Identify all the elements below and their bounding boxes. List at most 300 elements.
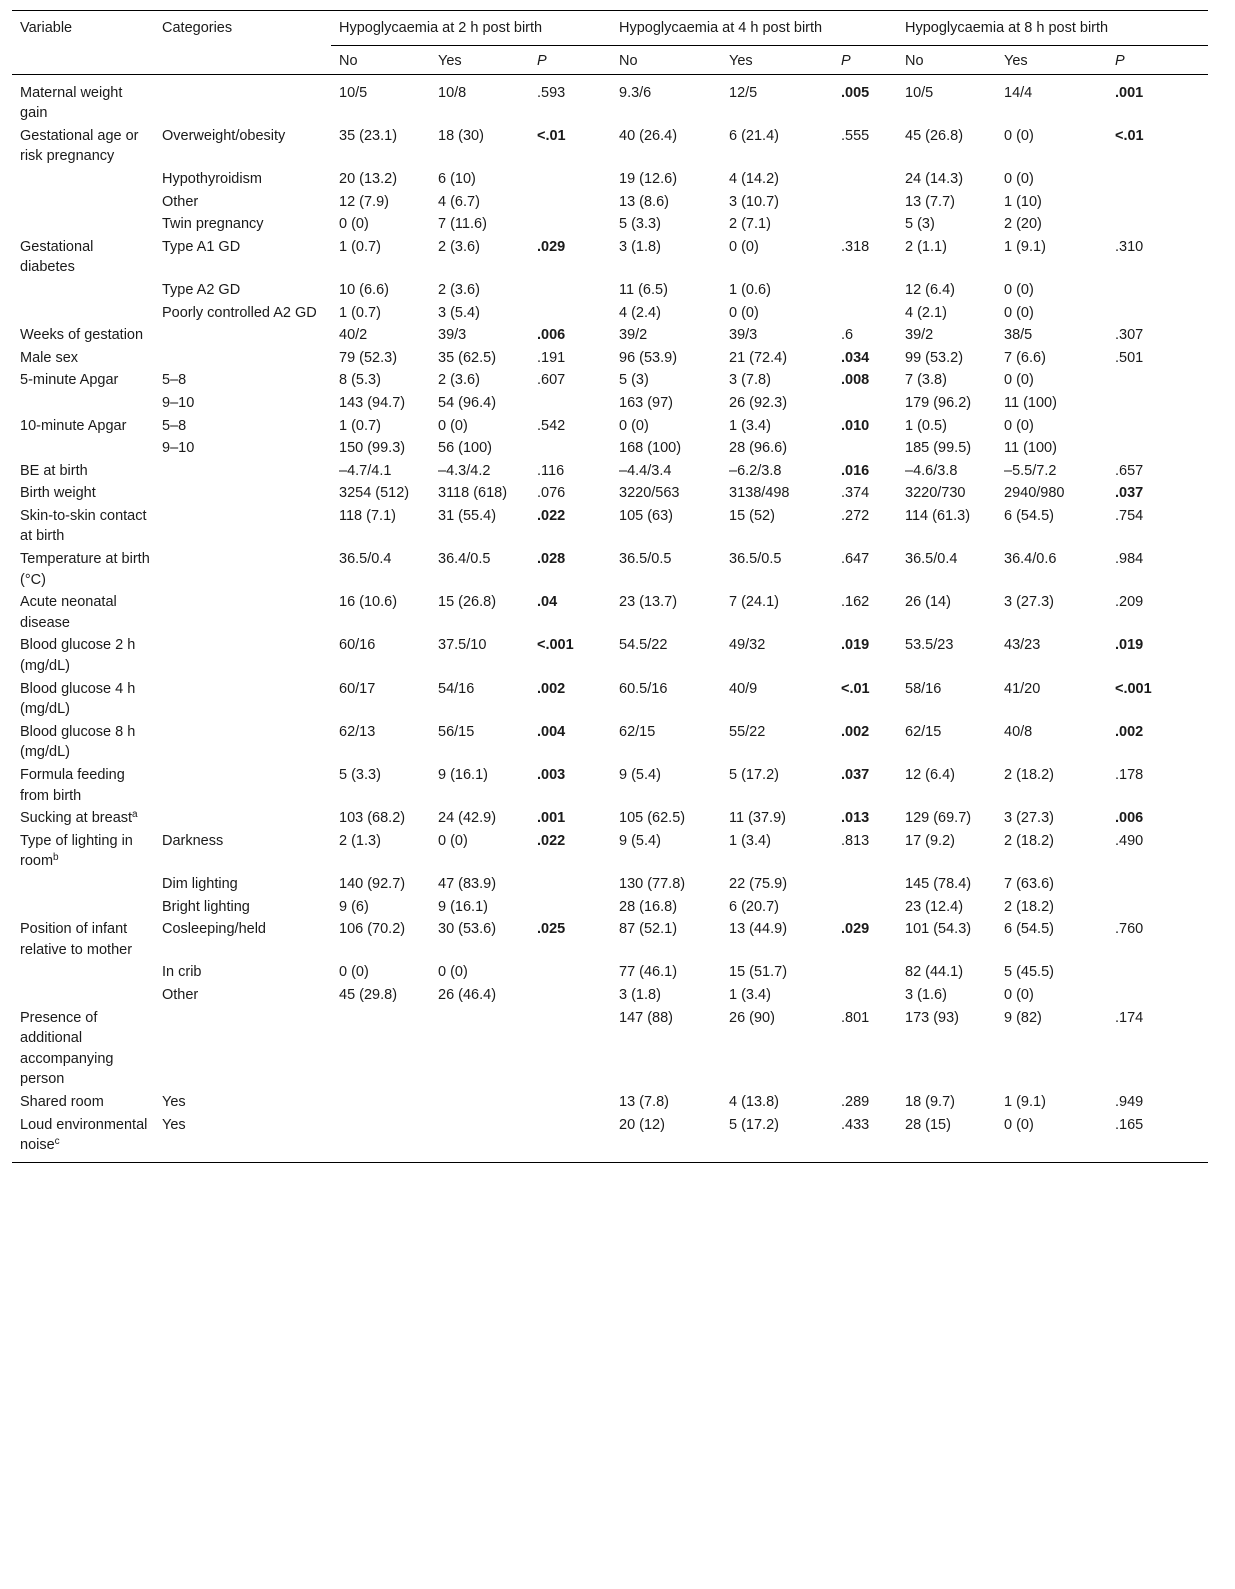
cell-no-2h: 106 (70.2) [339, 921, 406, 938]
cell-variable [12, 919, 154, 962]
cell-no-4h: 9.3/6 [619, 84, 652, 101]
table-row [12, 416, 1208, 439]
cell-p-2h: .542 [537, 417, 566, 434]
cell-p-4h: .433 [841, 1116, 870, 1133]
cell-p-8h [1107, 214, 1208, 237]
cell-yes-8h: 6 (54.5) [1004, 921, 1054, 938]
variable-text: Skin-to-skin contact at birth [20, 507, 147, 545]
cell-yes-4h: 15 (51.7) [729, 964, 788, 981]
table-row [12, 722, 1208, 765]
cell-yes-2h: 54/16 [438, 680, 475, 697]
table-row [12, 765, 1208, 808]
cell-p-8h: <.001 [1115, 680, 1152, 697]
cell-yes-4h: 3138/498 [729, 485, 790, 502]
cell-no-4h: 20 (12) [619, 1116, 665, 1133]
table-row [12, 592, 1208, 635]
cell-yes-2h: 6 (10) [438, 170, 476, 187]
cell-category: In crib [162, 964, 202, 981]
header-yes-4h: Yes [721, 45, 833, 74]
cell-yes-4h: 15 (52) [729, 507, 775, 524]
cell-p-2h [529, 1008, 611, 1092]
cell-no-8h: 12 (6.4) [905, 767, 955, 783]
variable-text: Presence of additional accompanying person [20, 1009, 114, 1088]
cell-variable [12, 438, 154, 461]
cell-no-2h: 60/17 [339, 680, 376, 697]
cell-p-4h: .034 [841, 349, 870, 366]
cell-p-8h: .174 [1115, 1009, 1144, 1026]
cell-variable [12, 461, 154, 484]
cell-no-4h: 62/15 [619, 723, 656, 740]
cell-p-8h [1107, 192, 1208, 215]
cell-p-4h: <.01 [841, 680, 870, 697]
cell-p-8h: .001 [1115, 84, 1144, 101]
cell-yes-2h: 9 (16.1) [438, 767, 488, 783]
cell-p-4h: .318 [841, 238, 870, 255]
cell-yes-2h: 7 (11.6) [438, 216, 487, 233]
cell-p-4h: .647 [841, 551, 870, 568]
cell-p-8h: .006 [1115, 810, 1144, 827]
cell-no-4h: 39/2 [619, 327, 648, 344]
cell-no-4h: 40 (26.4) [619, 127, 678, 144]
cell-yes-8h: 7 (63.6) [1004, 875, 1054, 892]
table-row [12, 74, 1208, 126]
cell-no-4h: 9 (5.4) [619, 767, 661, 783]
cell-category: Type A2 GD [162, 281, 241, 298]
cell-variable [12, 549, 154, 592]
cell-category [154, 483, 331, 506]
cell-yes-2h: –4.3/4.2 [438, 462, 491, 479]
cell-yes-2h [430, 1115, 529, 1163]
table-row [12, 962, 1208, 985]
table-header [12, 11, 1208, 75]
cell-no-2h: 60/16 [339, 637, 376, 654]
header-no-2h: No [331, 45, 430, 74]
header-variable: Variable [20, 20, 73, 36]
cell-yes-4h: 2 (7.1) [729, 216, 771, 233]
cell-no-2h: 45 (29.8) [339, 986, 398, 1003]
cell-p-4h: .037 [841, 767, 870, 783]
cell-p-8h [1107, 438, 1208, 461]
cell-yes-4h: 21 (72.4) [729, 349, 788, 366]
cell-p-4h: .010 [841, 417, 870, 434]
cell-p-8h: .307 [1115, 327, 1144, 344]
header-p-4h: P [833, 45, 897, 74]
cell-yes-8h: 1 (9.1) [1004, 1093, 1046, 1110]
cell-yes-8h: 0 (0) [1004, 417, 1034, 434]
table-row [12, 192, 1208, 215]
cell-p-2h: .006 [537, 327, 566, 344]
cell-category: 9–10 [162, 440, 195, 457]
cell-p-8h: .019 [1115, 637, 1144, 654]
table-row [12, 214, 1208, 237]
cell-p-8h: .002 [1115, 723, 1144, 740]
cell-yes-4h: 49/32 [729, 637, 766, 654]
cell-no-8h: –4.6/3.8 [905, 462, 958, 479]
cell-p-4h: .162 [841, 594, 870, 611]
cell-no-2h: 0 (0) [339, 964, 369, 981]
cell-yes-4h: 4 (13.8) [729, 1093, 779, 1110]
cell-no-8h: 39/2 [905, 327, 934, 344]
cell-yes-8h: 0 (0) [1004, 170, 1034, 187]
cell-no-8h: 23 (12.4) [905, 898, 964, 915]
cell-no-2h: 20 (13.2) [339, 170, 398, 187]
cell-yes-4h: 26 (92.3) [729, 394, 788, 411]
cell-yes-4h: 40/9 [729, 680, 758, 697]
cell-category: Twin pregnancy [162, 216, 264, 233]
cell-yes-4h: 6 (21.4) [729, 127, 779, 144]
cell-no-8h: 3220/730 [905, 485, 966, 502]
cell-yes-4h: 55/22 [729, 723, 766, 740]
cell-category [154, 325, 331, 348]
cell-no-4h: 3 (1.8) [619, 986, 661, 1003]
cell-p-4h [833, 874, 897, 897]
cell-yes-4h: 26 (90) [729, 1009, 775, 1026]
cell-p-4h: .6 [841, 327, 854, 344]
cell-variable [12, 592, 154, 635]
cell-category [154, 679, 331, 722]
footnote-marker: c [54, 1136, 60, 1148]
cell-yes-2h: 4 (6.7) [438, 193, 480, 210]
table-row [12, 483, 1208, 506]
cell-no-4h: 23 (13.7) [619, 594, 678, 611]
cell-p-8h [1107, 280, 1208, 303]
header-group-4h: Hypoglycaemia at 4 h post birth [611, 11, 897, 46]
cell-p-8h: <.01 [1115, 127, 1144, 144]
variable-text: Gestational diabetes [20, 238, 94, 276]
cell-no-2h: 5 (3.3) [339, 767, 381, 783]
cell-p-4h: .289 [841, 1093, 870, 1110]
cell-p-2h: .593 [537, 84, 566, 101]
table-row [12, 169, 1208, 192]
cell-p-8h: .760 [1115, 921, 1144, 938]
cell-yes-4h: 3 (7.8) [729, 372, 771, 389]
cell-variable [12, 1092, 154, 1115]
cell-p-8h: .501 [1115, 349, 1144, 366]
variable-text: Weeks of gestation [20, 327, 144, 344]
cell-p-2h: .022 [537, 507, 566, 524]
cell-no-4h: 130 (77.8) [619, 875, 686, 892]
cell-p-2h [529, 962, 611, 985]
cell-no-2h: 3254 (512) [339, 485, 410, 502]
cell-p-4h: .374 [841, 485, 870, 502]
cell-p-2h: .029 [537, 238, 566, 255]
table-row [12, 370, 1208, 393]
cell-category: Yes [162, 1093, 186, 1110]
cell-yes-2h [430, 1092, 529, 1115]
cell-yes-8h: 1 (10) [1004, 193, 1042, 210]
cell-p-8h [1107, 393, 1208, 416]
table-row [12, 126, 1208, 169]
cell-category: Dim lighting [162, 875, 238, 892]
cell-no-2h: 0 (0) [339, 216, 369, 233]
cell-yes-8h: 38/5 [1004, 327, 1033, 344]
cell-category: Other [162, 986, 199, 1003]
cell-variable [12, 303, 154, 326]
cell-no-2h: 143 (94.7) [339, 394, 406, 411]
cell-p-4h [833, 897, 897, 920]
cell-p-2h: .076 [537, 485, 566, 502]
table-row [12, 897, 1208, 920]
variable-text: Blood glucose 4 h (mg/dL) [20, 680, 136, 718]
cell-variable [12, 808, 154, 831]
cell-no-4h: 60.5/16 [619, 680, 668, 697]
cell-yes-4h: 12/5 [729, 84, 758, 101]
cell-category: 5–8 [162, 417, 187, 434]
cell-yes-2h: 56/15 [438, 723, 475, 740]
cell-yes-8h: 0 (0) [1004, 304, 1034, 321]
cell-no-2h: 150 (99.3) [339, 440, 406, 457]
cell-no-4h: 3220/563 [619, 485, 680, 502]
cell-yes-4h: 36.5/0.5 [729, 551, 782, 568]
cell-yes-2h: 3 (5.4) [438, 304, 480, 321]
cell-no-4h: 11 (6.5) [619, 281, 668, 298]
cell-p-8h [1107, 985, 1208, 1008]
cell-variable [12, 831, 154, 874]
cell-yes-2h [430, 1008, 529, 1092]
cell-no-8h: 7 (3.8) [905, 372, 947, 389]
cell-yes-2h: 15 (26.8) [438, 594, 497, 611]
cell-p-4h [833, 438, 897, 461]
header-blank [12, 45, 154, 74]
cell-p-2h [529, 897, 611, 920]
header-p-8h: P [1107, 45, 1208, 74]
cell-yes-4h: 5 (17.2) [729, 1116, 779, 1133]
cell-yes-4h: 3 (10.7) [729, 193, 779, 210]
cell-yes-8h: 40/8 [1004, 723, 1033, 740]
cell-p-4h [833, 985, 897, 1008]
cell-no-4h: 19 (12.6) [619, 170, 678, 187]
cell-no-8h: 5 (3) [905, 216, 935, 233]
cell-no-4h: 4 (2.4) [619, 304, 661, 321]
cell-yes-2h: 54 (96.4) [438, 394, 497, 411]
cell-p-2h [529, 169, 611, 192]
cell-yes-2h: 36.4/0.5 [438, 551, 491, 568]
cell-yes-8h: 0 (0) [1004, 986, 1034, 1003]
cell-p-2h [529, 393, 611, 416]
cell-category [154, 74, 331, 126]
header-blank [154, 45, 331, 74]
cell-category: 9–10 [162, 394, 195, 411]
cell-no-8h: 26 (14) [905, 594, 951, 611]
cell-p-2h [529, 303, 611, 326]
cell-yes-8h: 0 (0) [1004, 372, 1034, 389]
cell-p-8h: .949 [1115, 1093, 1144, 1110]
cell-no-2h: 118 (7.1) [339, 507, 396, 524]
cell-no-8h: 13 (7.7) [905, 193, 955, 210]
table-row [12, 303, 1208, 326]
table-row [12, 325, 1208, 348]
variable-text: Type of lighting in room [20, 832, 133, 870]
cell-no-2h [331, 1115, 430, 1163]
cell-p-8h: .165 [1115, 1116, 1144, 1133]
cell-yes-4h: 22 (75.9) [729, 875, 788, 892]
cell-no-8h: 145 (78.4) [905, 875, 972, 892]
variable-text: Acute neonatal disease [20, 594, 117, 631]
cell-category [154, 1008, 331, 1092]
cell-yes-8h: 5 (45.5) [1004, 964, 1054, 981]
variable-text: Shared room [20, 1093, 104, 1110]
cell-p-8h: .178 [1115, 767, 1144, 783]
cell-p-2h: <.01 [537, 127, 566, 144]
cell-category [154, 592, 331, 635]
cell-no-4h: 54.5/22 [619, 637, 668, 654]
cell-variable [12, 192, 154, 215]
hypoglycaemia-table [12, 10, 1208, 1163]
cell-category: Overweight/obesity [162, 127, 286, 144]
header-row-groups [12, 11, 1208, 46]
cell-variable [12, 962, 154, 985]
cell-p-4h [833, 169, 897, 192]
cell-yes-2h: 37.5/10 [438, 637, 487, 654]
cell-yes-8h: 11 (100) [1004, 394, 1057, 411]
cell-no-2h: –4.7/4.1 [339, 462, 392, 479]
cell-yes-2h: 0 (0) [438, 964, 468, 981]
cell-yes-2h: 18 (30) [438, 127, 484, 144]
cell-yes-8h: 9 (82) [1004, 1009, 1042, 1026]
header-yes-2h: Yes [430, 45, 529, 74]
cell-variable [12, 416, 154, 439]
variable-text: Blood glucose 8 h (mg/dL) [20, 723, 136, 761]
cell-yes-8h: 0 (0) [1004, 1116, 1034, 1133]
cell-yes-4h: 1 (3.4) [729, 986, 771, 1003]
cell-yes-2h: 3118 (618) [438, 485, 508, 502]
table-body [12, 74, 1208, 1162]
variable-text: Position of infant relative to mother [20, 921, 133, 958]
table-row [12, 679, 1208, 722]
cell-no-2h: 8 (5.3) [339, 372, 381, 389]
variable-text: Birth weight [20, 485, 96, 502]
cell-p-2h: .191 [537, 349, 566, 366]
cell-category [154, 635, 331, 678]
cell-p-2h [529, 214, 611, 237]
cell-no-8h: 82 (44.1) [905, 964, 964, 981]
cell-category [154, 461, 331, 484]
cell-no-8h: 53.5/23 [905, 637, 954, 654]
cell-p-2h [529, 1092, 611, 1115]
cell-variable [12, 874, 154, 897]
cell-yes-8h: 43/23 [1004, 637, 1041, 654]
cell-p-8h: .209 [1115, 594, 1144, 611]
cell-p-2h: .116 [537, 462, 565, 479]
variable-text: Loud environmental noise [20, 1116, 148, 1154]
cell-p-2h: <.001 [537, 637, 574, 654]
cell-no-2h [331, 1092, 430, 1115]
cell-yes-8h: 0 (0) [1004, 127, 1034, 144]
header-no-4h: No [611, 45, 721, 74]
cell-p-8h [1107, 874, 1208, 897]
cell-no-2h: 35 (23.1) [339, 127, 398, 144]
cell-category [154, 808, 331, 831]
cell-variable [12, 393, 154, 416]
footnote-marker: b [53, 852, 59, 864]
table-row [12, 1092, 1208, 1115]
cell-category [154, 506, 331, 549]
cell-variable [12, 325, 154, 348]
cell-category: Yes [162, 1116, 186, 1133]
cell-p-4h: .019 [841, 637, 870, 654]
cell-no-2h: 1 (0.7) [339, 417, 381, 434]
cell-no-8h: 185 (99.5) [905, 440, 972, 457]
cell-p-4h: .002 [841, 723, 870, 740]
cell-variable [12, 635, 154, 678]
cell-no-8h: 3 (1.6) [905, 986, 947, 1003]
cell-yes-2h: 2 (3.6) [438, 281, 480, 298]
cell-yes-2h: 30 (53.6) [438, 921, 497, 938]
header-yes-8h: Yes [996, 45, 1107, 74]
header-group-8h: Hypoglycaemia at 8 h post birth [897, 11, 1208, 46]
cell-no-8h: 18 (9.7) [905, 1093, 955, 1110]
cell-no-8h: 1 (0.5) [905, 417, 947, 434]
cell-p-4h [833, 192, 897, 215]
cell-variable [12, 169, 154, 192]
cell-p-4h [833, 962, 897, 985]
variable-text: Male sex [20, 349, 79, 366]
cell-p-4h: .272 [841, 507, 870, 524]
table-row [12, 438, 1208, 461]
cell-no-8h: 24 (14.3) [905, 170, 964, 187]
table-row [12, 919, 1208, 962]
cell-p-4h: .801 [841, 1009, 870, 1026]
cell-variable [12, 370, 154, 393]
cell-no-4h: 105 (63) [619, 507, 674, 524]
cell-p-2h: .028 [537, 551, 566, 568]
cell-variable [12, 679, 154, 722]
cell-p-4h: .013 [841, 810, 870, 827]
cell-no-8h: 28 (15) [905, 1116, 951, 1133]
cell-yes-8h: 3 (27.3) [1004, 810, 1054, 827]
cell-yes-8h: 2 (20) [1004, 216, 1042, 233]
cell-no-2h: 10 (6.6) [339, 281, 389, 298]
cell-no-2h [331, 1008, 430, 1092]
table-row [12, 348, 1208, 371]
cell-p-4h [833, 303, 897, 326]
cell-no-2h: 36.5/0.4 [339, 551, 392, 568]
table-row [12, 874, 1208, 897]
cell-no-2h: 62/13 [339, 723, 376, 740]
cell-no-2h: 12 (7.9) [339, 193, 389, 210]
table-row [12, 1008, 1208, 1092]
cell-category [154, 722, 331, 765]
cell-yes-4h: 1 (0.6) [729, 281, 771, 298]
cell-yes-2h: 2 (3.6) [438, 238, 480, 255]
cell-no-4h: 5 (3.3) [619, 216, 661, 233]
cell-category: Bright lighting [162, 898, 250, 915]
cell-no-4h: 0 (0) [619, 417, 649, 434]
cell-yes-8h: 0 (0) [1004, 281, 1034, 298]
cell-p-8h [1107, 169, 1208, 192]
cell-p-2h: .003 [537, 767, 566, 783]
cell-no-8h: 173 (93) [905, 1009, 960, 1026]
table-row [12, 506, 1208, 549]
cell-p-8h: .310 [1115, 238, 1144, 255]
cell-yes-4h: 7 (24.1) [729, 594, 779, 611]
cell-no-4h: 36.5/0.5 [619, 551, 672, 568]
cell-p-4h: .555 [841, 127, 870, 144]
table-row [12, 280, 1208, 303]
cell-no-4h: 3 (1.8) [619, 238, 661, 255]
cell-yes-4h: 11 (37.9) [729, 810, 786, 827]
header-group-2h: Hypoglycaemia at 2 h post birth [331, 11, 611, 46]
cell-p-2h [529, 1115, 611, 1163]
cell-p-4h: .016 [841, 462, 870, 479]
cell-p-4h [833, 214, 897, 237]
cell-p-8h: .037 [1115, 485, 1144, 502]
cell-no-8h: 101 (54.3) [905, 921, 972, 938]
cell-yes-4h: 28 (96.6) [729, 440, 788, 457]
cell-no-4h: 96 (53.9) [619, 349, 678, 366]
cell-p-2h [529, 280, 611, 303]
cell-p-8h [1107, 303, 1208, 326]
